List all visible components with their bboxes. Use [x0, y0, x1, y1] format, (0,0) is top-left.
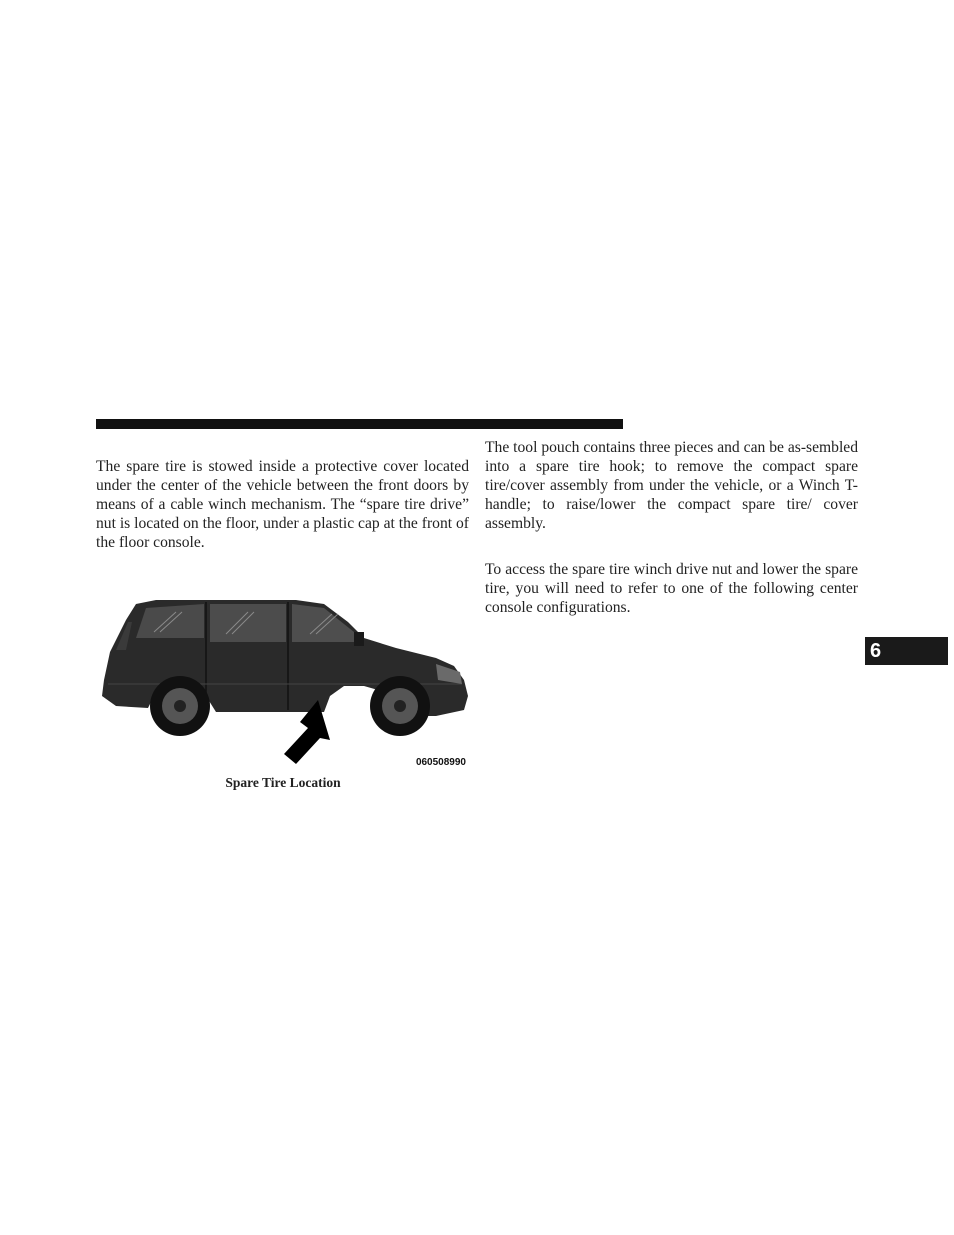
chapter-tab: [865, 637, 948, 665]
section-divider-bar: [96, 419, 623, 429]
access-winch-paragraph: To access the spare tire winch drive nut and lower the spare tire, you will need to refer to one of the following center console configurations.: [485, 561, 858, 616]
tool-pouch-paragraph: The tool pouch contains three pieces and can be as-sembled into a spare tire hook; to remove the compact spare tire/cover assembly from under the vehicle, or a Winch T-handle; to raise/lower the compact spare tire/ cover assembly.: [485, 439, 858, 532]
chapter-number: 6: [870, 640, 882, 662]
figure-image-code: 060508990: [415, 757, 466, 768]
spare-tire-stowage-paragraph: The spare tire is stowed inside a protective cover located under the center of the vehicle between the front doors by means of a cable winch mechanism. The “spare tire drive” nut is located on the floor, under a plastic cap at the front of the floor console.: [96, 458, 469, 551]
figure-caption: Spare Tire Location: [225, 775, 341, 790]
spare-tire-location-figure: [96, 592, 470, 774]
minivan-illustration-icon: [96, 592, 470, 774]
